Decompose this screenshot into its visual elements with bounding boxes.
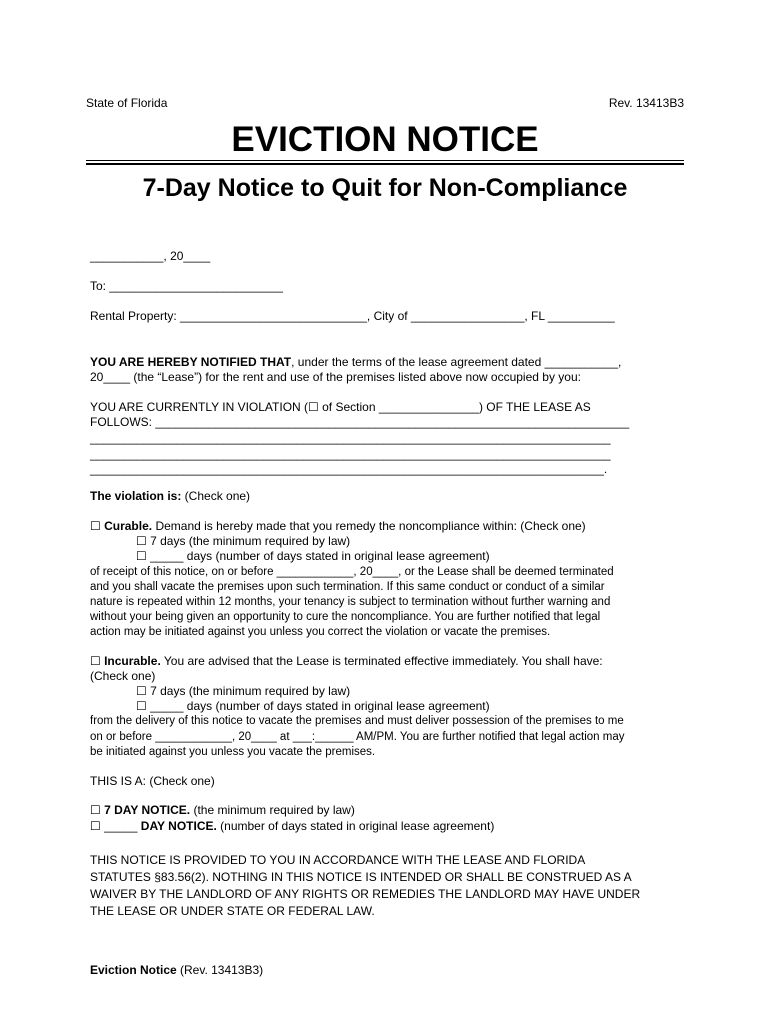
statute-line: WAIVER BY THE LANDLORD OF ANY RIGHTS OR REMEDIES THE LANDLORD MAY HAVE UNDER — [90, 887, 641, 901]
violation-is-heading — [90, 489, 250, 504]
curable-body-line: nature is repeated within 12 months, your tenancy is subject to termination without further warning and — [90, 596, 611, 608]
to-field: To: __________________________ — [90, 279, 283, 293]
violation-line-3: ______________________________________________________________________________ — [90, 431, 611, 445]
curable-body-line: of receipt of this notice, on or before ____________, 20____, or the Lease shall be deemed terminated — [90, 566, 614, 578]
notified-rest: , under the terms of the lease agreement dated ___________, — [291, 355, 622, 369]
incurable-label: Incurable. — [104, 654, 161, 668]
document-title: EVICTION NOTICE — [231, 120, 539, 159]
violation-line-4: ______________________________________________________________________________ — [90, 447, 611, 461]
seven-day-checkbox[interactable]: ☐ — [90, 803, 105, 817]
notified-paragraph-line-2: 20____ (the “Lease”) for the rent and use of the premises listed above now occupied by you: — [90, 370, 581, 384]
custom-day-checkbox[interactable]: ☐ _____ — [90, 819, 141, 833]
incurable-body-line: be initiated against you unless you vacate the premises. — [90, 746, 376, 758]
incurable-body-line: from the delivery of this notice to vacate the premises and must deliver possession of the premises to me — [90, 715, 624, 727]
incurable-text: You are advised that the Lease is terminated effective immediately. You shall have: — [160, 654, 603, 668]
title-rule-thin — [86, 160, 684, 161]
custom-day-text: (number of days stated in original lease agreement) — [216, 819, 495, 833]
curable-body-line: and you shall vacate the premises upon such termination. If this same conduct or conduct of a similar — [90, 581, 605, 593]
incurable-7-days-option[interactable]: ☐ 7 days (the minimum required by law) — [136, 684, 351, 698]
footer-title: Eviction Notice — [90, 963, 177, 977]
curable-7-days-option[interactable]: ☐ 7 days (the minimum required by law) — [136, 534, 351, 548]
violation-line-1: YOU ARE CURRENTLY IN VIOLATION (☐ of Section _______________) OF THE LEASE AS — [90, 400, 591, 414]
violation-line-2: FOLLOWS: _______________________________________________________________________ — [90, 415, 630, 429]
footer — [90, 963, 263, 978]
statute-line: STATUTES §83.56(2). NOTHING IN THIS NOTICE IS INTENDED OR SHALL BE CONSTRUED AS A — [90, 870, 632, 884]
notified-lead: YOU ARE HEREBY NOTIFIED THAT — [90, 355, 292, 369]
curable-text: Demand is hereby made that you remedy the noncompliance within: (Check one) — [152, 519, 586, 533]
incurable-checkbox[interactable]: ☐ — [90, 654, 105, 668]
rental-property-field: Rental Property: ____________________________, City of _________________, FL __________ — [90, 309, 615, 323]
incurable-option — [90, 654, 603, 669]
statute-line: THE LEASE OR UNDER STATE OR FEDERAL LAW. — [90, 904, 375, 918]
document-subtitle: 7-Day Notice to Quit for Non-Compliance — [142, 174, 628, 202]
custom-day-notice-option — [90, 819, 494, 834]
curable-body-line: without your being given an opportunity to cure the noncompliance. You are further notified that legal — [90, 611, 601, 623]
incurable-check-one: (Check one) — [90, 669, 156, 683]
violation-line-5: _____________________________________________________________________________. — [90, 462, 608, 476]
date-field: ___________, 20____ — [90, 249, 211, 263]
curable-custom-days-option[interactable]: ☐ _____ days (number of days stated in original lease agreement) — [136, 549, 490, 563]
state-label: State of Florida — [86, 96, 168, 110]
curable-option — [90, 519, 586, 534]
seven-day-text: (the minimum required by law) — [190, 803, 355, 817]
footer-revision: (Rev. 13413B3) — [176, 963, 264, 977]
custom-day-label: DAY NOTICE. — [140, 819, 217, 833]
title-rule-thick — [86, 163, 684, 165]
notified-paragraph-line-1 — [90, 355, 621, 370]
revision-label: Rev. 13413B3 — [608, 96, 684, 110]
violation-is-rest: (Check one) — [181, 489, 251, 503]
statute-line: THIS NOTICE IS PROVIDED TO YOU IN ACCORDANCE WITH THE LEASE AND FLORIDA — [90, 853, 586, 867]
incurable-body-line: on or before ____________, 20____ at ___:______ AM/PM. You are further notified that legal action may — [90, 731, 625, 743]
this-is-heading: THIS IS A: (Check one) — [90, 774, 215, 788]
curable-body-line: action may be initiated against you unless you correct the violation or vacate the premises. — [90, 626, 551, 638]
curable-checkbox[interactable]: ☐ — [90, 519, 105, 533]
seven-day-notice-option — [90, 803, 355, 818]
curable-label: Curable. — [104, 519, 153, 533]
seven-day-label: 7 DAY NOTICE. — [104, 803, 191, 817]
violation-is-lead: The violation is: — [90, 489, 182, 503]
incurable-custom-days-option[interactable]: ☐ _____ days (number of days stated in original lease agreement) — [136, 699, 490, 713]
